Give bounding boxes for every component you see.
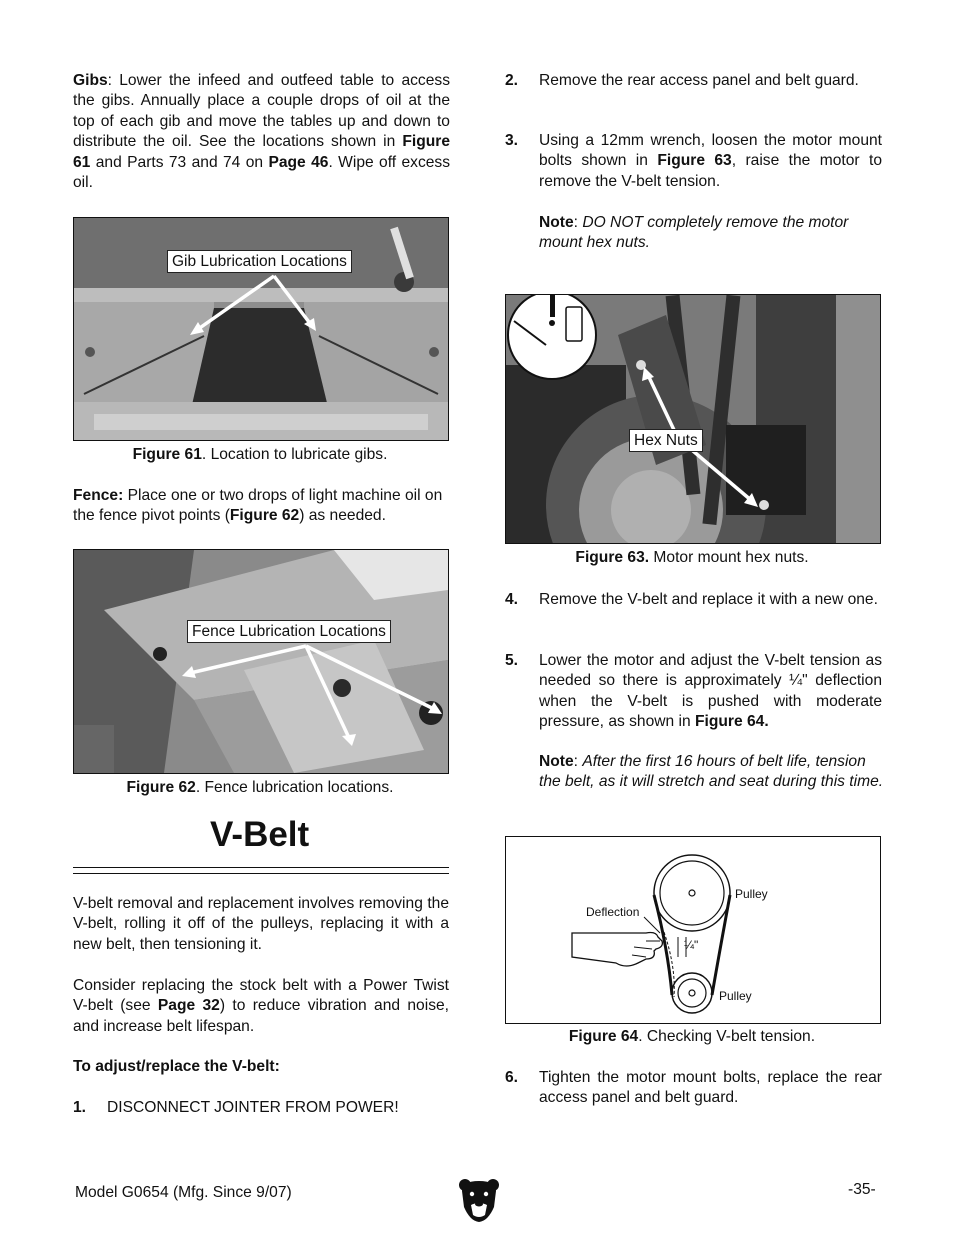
gibs-label: Gibs xyxy=(73,72,108,89)
fence-label: Fence: xyxy=(73,487,124,504)
vbelt-paragraph-2: Consider replacing the stock belt with a Power Twist V-belt (see Page 32) to reduce vibration and noise, and increase belt lifespan. xyxy=(73,977,449,1035)
figure-62-caption: Figure 62. Fence lubrication locations. xyxy=(126,779,394,796)
section-title: V-Belt xyxy=(210,815,310,854)
vbelt-paragraph-1: V-belt removal and replacement involves removing the V-belt, rolling it off of the pulleys, replacing it with a new belt, then tensioning it. xyxy=(73,895,449,953)
step-3-text: Using a 12mm wrench, loosen the motor mount bolts shown in Figure 63, raise the motor to remove the V-belt tension. xyxy=(539,132,882,190)
figure-63-callout: Hex Nuts xyxy=(629,429,703,452)
figure-64-diagram xyxy=(505,836,881,1024)
section-rule-bottom xyxy=(73,873,449,874)
bear-head-logo-icon xyxy=(458,1177,500,1223)
note-2: Note: After the first 16 hours of belt life, tension the belt, as it will stretch and seat during this time. xyxy=(539,753,884,791)
section-rule-top xyxy=(73,867,449,868)
figure-63-photo xyxy=(505,294,881,544)
figure-62-photo xyxy=(73,549,449,774)
figure-64-label-pulley-top: Pulley xyxy=(735,887,768,901)
procedure-heading: To adjust/replace the V-belt: xyxy=(73,1058,280,1075)
step-5-text: Lower the motor and adjust the V-belt tension as needed so there is approximately ¼" deflection when the V-belt is pushed with moderate pressure, as shown in Figure 64. xyxy=(539,652,882,731)
note-1: Note: DO NOT completely remove the motor mount hex nuts. xyxy=(539,214,849,252)
figure-64-label-pulley-bottom: Pulley xyxy=(719,989,752,1003)
footer-model: Model G0654 (Mfg. Since 9/07) xyxy=(75,1184,292,1201)
step-6-text: Tighten the motor mount bolts, replace the rear access panel and belt guard. xyxy=(539,1069,882,1107)
footer-page-number: -35- xyxy=(848,1181,876,1198)
fence-paragraph: Fence: Place one or two drops of light machine oil on the fence pivot points (Figure 62) as needed. xyxy=(73,487,443,525)
step-1-text: DISCONNECT JOINTER FROM POWER! xyxy=(107,1099,399,1116)
step-2-text: Remove the rear access panel and belt guard. xyxy=(539,72,859,89)
figure-63-caption: Figure 63. Motor mount hex nuts. xyxy=(575,549,809,566)
step-4-text: Remove the V-belt and replace it with a new one. xyxy=(539,591,878,608)
step-1-number: 1. xyxy=(73,1099,87,1116)
figure-64-caption: Figure 64. Checking V-belt tension. xyxy=(568,1028,816,1045)
figure-64-label-deflection: Deflection xyxy=(586,905,640,919)
figure-64-label-quarter-inch: ¼" xyxy=(684,938,699,952)
figure-61-caption: Figure 61. Location to lubricate gibs. xyxy=(132,446,388,463)
figure-61-photo xyxy=(73,217,449,441)
figure-61-callout: Gib Lubrication Locations xyxy=(167,250,352,273)
gibs-paragraph: Gibs: Lower the infeed and outfeed table to access the gibs. Annually place a couple drops of oil at the top of each gib and move the tables up and down to distribute the oil. See the locations shown in Figure 61 and Parts 73 and 74 on Page 46. Wipe off excess oil. xyxy=(73,72,451,192)
figure-62-callout: Fence Lubrication Locations xyxy=(187,620,391,643)
